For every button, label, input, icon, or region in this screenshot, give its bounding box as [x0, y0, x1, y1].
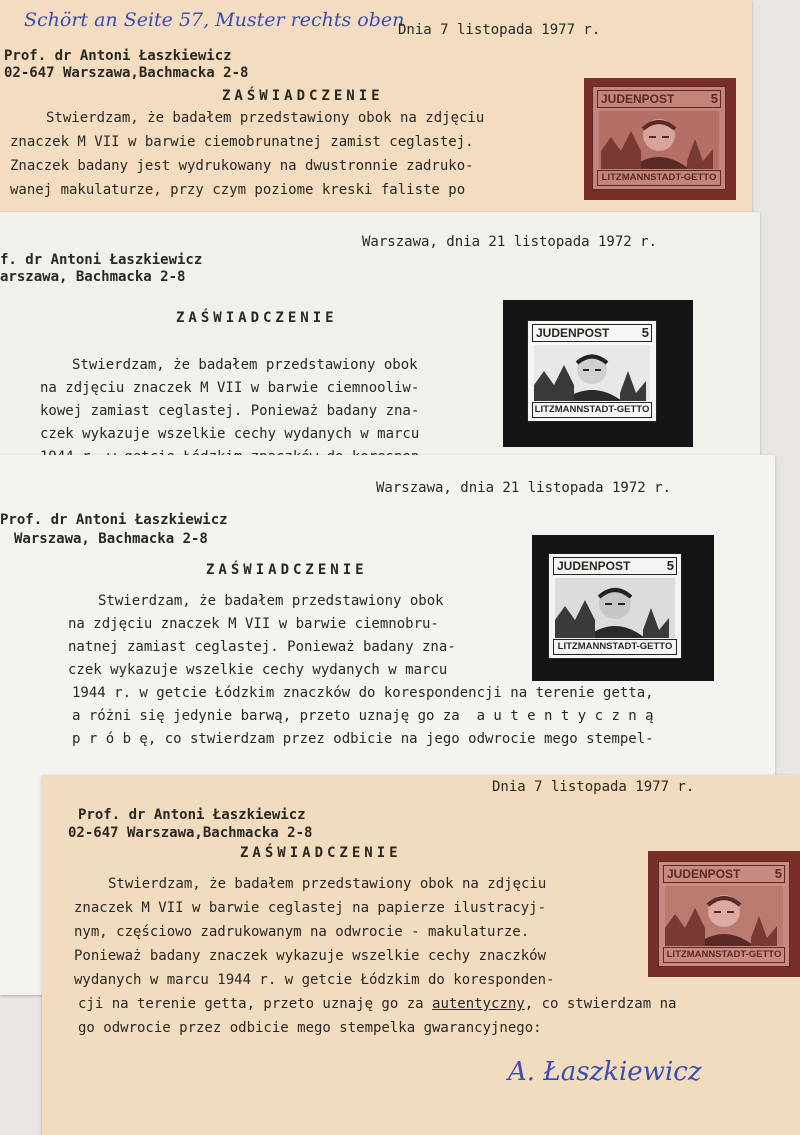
sheet3-author: Prof. dr Antoni Łaszkiewicz [0, 512, 228, 528]
sheet2-line-4: czek wykazuje wszelkie cechy wydanych w marcu [40, 426, 420, 442]
sheet3-line-6: a różni się jedynie barwą, przeto uznaję go za a u t e n t y c z n ą [72, 708, 654, 724]
sheet2-address: arszawa, Bachmacka 2-8 [0, 269, 186, 285]
certificate-sheet-1972-a [0, 212, 760, 467]
certificate-sheet-1977-b [42, 775, 800, 1135]
sheet1-author: Prof. dr Antoni Łaszkiewicz [4, 48, 232, 64]
stamp-value: 5 [666, 558, 674, 573]
sheet4-line-4: Ponieważ badany znaczek wykazuje wszelkie cechy znaczków [74, 948, 547, 964]
stamp-top-label: JUDENPOST [663, 865, 785, 883]
sheet2-date: Warszawa, dnia 21 listopada 1972 r. [362, 234, 658, 250]
sheet1-address: 02-647 Warszawa,Bachmacka 2-8 [4, 65, 249, 81]
stamp-top-label: JUDENPOST [532, 324, 652, 342]
certificate-sheet-1977-a [0, 0, 752, 212]
stamp-portrait-image [599, 111, 719, 169]
stamp-bottom-label: LITZMANNSTADT-GETTO [663, 947, 785, 963]
sheet3-date: Warszawa, dnia 21 listopada 1972 r. [376, 480, 672, 496]
stamp-photo-sepia-1 [584, 78, 736, 200]
sheet2-line-1: Stwierdzam, że badałem przedstawiony obok [72, 357, 418, 373]
sheet2-line-2: na zdjęciu znaczek M VII w barwie ciemnooliw- [40, 380, 420, 396]
sheet1-line-4: wanej makulaturze, przy czym poziome kreski faliste po [10, 182, 466, 198]
stamp-judenpost [548, 553, 682, 659]
stamp-photo-bw-1 [503, 300, 693, 447]
stamp-value: 5 [641, 325, 649, 340]
handwritten-note: Schört an Seite 57, Muster rechts oben [24, 9, 405, 31]
sheet3-line-1: Stwierdzam, że badałem przedstawiony obok [98, 593, 444, 609]
sheet2-line-3: kowej zamiast ceglastej. Ponieważ badany zna- [40, 403, 420, 419]
sheet4-heading: ZAŚWIADCZENIE [240, 845, 402, 861]
sheet4-line-2: znaczek M VII w barwie ceglastej na papierze ilustracyj- [74, 900, 547, 916]
stamp-portrait-image [534, 345, 650, 401]
sheet4-line-7: go odwrocie przez odbicie mego stempelka gwarancyjnego: [78, 1020, 542, 1036]
sheet4-line-6-tail: , co stwierdzam na [524, 996, 677, 1012]
sheet2-heading: ZAŚWIADCZENIE [176, 310, 338, 326]
sheet4-line-6-head: cji na terenie getta, przeto uznaję go za [78, 996, 424, 1012]
stamp-photo-bw-2 [532, 535, 714, 681]
stamp-judenpost [658, 861, 790, 967]
sheet3-line-2: na zdjęciu znaczek M VII w barwie ciemnobru- [68, 616, 439, 632]
sheet4-line-3: nym, częściowo zadrukowanym na odwrocie - makulaturze. [74, 924, 530, 940]
stamp-portrait-image [555, 578, 675, 638]
sheet4-author: Prof. dr Antoni Łaszkiewicz [78, 807, 306, 823]
sheet1-line-3: Znaczek badany jest wydrukowany na dwustronnie zadruko- [10, 158, 474, 174]
sheet1-line-1: Stwierdzam, że badałem przedstawiony obok na zdjęciu [46, 110, 485, 126]
stamp-value: 5 [774, 866, 782, 881]
stamp-top-label: JUDENPOST [597, 90, 721, 108]
stamp-portrait-image [665, 886, 783, 946]
stamp-value: 5 [710, 91, 718, 106]
sheet3-address: Warszawa, Bachmacka 2-8 [14, 531, 208, 547]
stamp-judenpost [592, 86, 726, 190]
sheet1-date: Dnia 7 listopada 1977 r. [398, 22, 601, 38]
sheet4-line-5: wydanych w marcu 1944 r. w getcie Łódzkim do koresponden- [74, 972, 555, 988]
sheet4-line-6 [78, 996, 676, 1012]
sheet3-line-4: czek wykazuje wszelkie cechy wydanych w marcu [68, 662, 448, 678]
sheet3-line-7: p r ó b ę, co stwierdzam przez odbicie na jego odwrocie mego stempel- [72, 731, 654, 747]
stamp-photo-sepia-2 [648, 851, 800, 977]
stamp-judenpost [527, 320, 657, 422]
sheet3-heading: ZAŚWIADCZENIE [206, 562, 368, 578]
stamp-bottom-label: LITZMANNSTADT-GETTO [553, 639, 677, 655]
sheet3-line-5: 1944 r. w getcie Łódzkim znaczków do korespondencji na terenie getta, [72, 685, 654, 701]
authentic-word: autentyczny [432, 996, 525, 1012]
signature: A. Łaszkiewicz [508, 1057, 702, 1087]
sheet3-line-3: natnej zamiast ceglastej. Ponieważ badany zna- [68, 639, 456, 655]
sheet2-author: f. dr Antoni Łaszkiewicz [0, 252, 203, 268]
stamp-bottom-label: LITZMANNSTADT-GETTO [597, 170, 721, 186]
sheet4-address: 02-647 Warszawa,Bachmacka 2-8 [68, 825, 313, 841]
stamp-top-label: JUDENPOST [553, 557, 677, 575]
sheet1-line-2: znaczek M VII w barwie ciemobrunatnej zamist ceglastej. [10, 134, 474, 150]
sheet1-heading: ZAŚWIADCZENIE [222, 88, 384, 104]
sheet4-line-1: Stwierdzam, że badałem przedstawiony obok na zdjęciu [108, 876, 547, 892]
sheet4-date: Dnia 7 listopada 1977 r. [492, 779, 695, 795]
stamp-bottom-label: LITZMANNSTADT-GETTO [532, 402, 652, 418]
